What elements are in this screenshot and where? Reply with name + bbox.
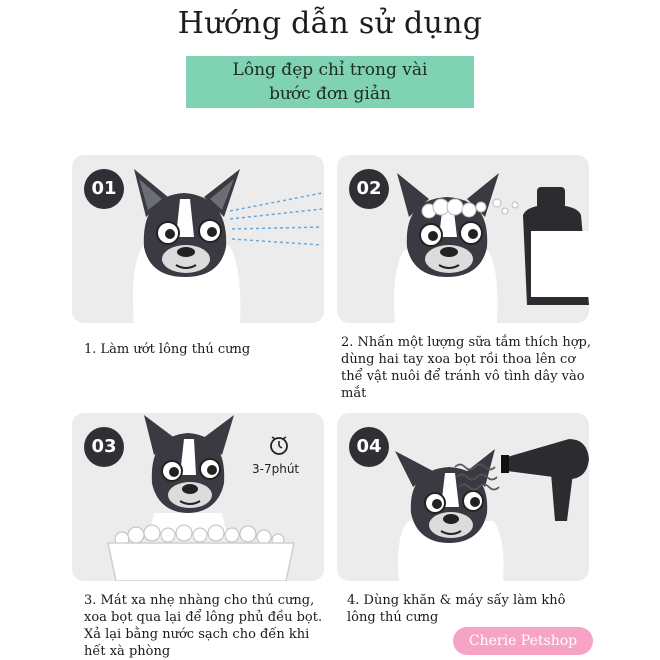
clock-icon: [268, 434, 290, 456]
step-3-caption: 3. Mát xa nhẹ nhàng cho thú cưng, xoa bọt qua lại để lông phủ đều bọt. Xả lại bằng nước sạch cho đến khi hết xà phòng: [84, 593, 323, 659]
timer-label: 3-7phút: [252, 462, 300, 476]
step-1-caption: 1. Làm ướt lông thú cưng: [84, 342, 251, 357]
step-badge: 02: [349, 169, 389, 209]
shampoo-bottle: [523, 187, 589, 305]
page-title: Hướng dẫn sử dụng: [177, 6, 483, 41]
step-4-caption: 4. Dùng khăn & máy sấy làm khô lông thú cưng: [347, 593, 566, 625]
brand-tag: Cherie Petshop: [453, 627, 593, 655]
step-badge: 03: [84, 427, 124, 467]
step-2-caption: 2. Nhấn một lượng sữa tắm thích hợp, dùng hai tay xoa bọt rồi thoa lên cơ thể vật nuôi để tránh vô tình dây vào mắt: [341, 335, 592, 401]
step-4-panel: [337, 413, 589, 581]
step-2-panel: [337, 155, 589, 323]
step-badge: 01: [84, 169, 124, 209]
hair-dryer: [501, 439, 589, 521]
banner-line-2: bước đơn giản: [269, 84, 391, 104]
step-badge: 04: [349, 427, 389, 467]
step-1-panel: [72, 155, 324, 323]
subtitle-banner: [186, 56, 474, 108]
banner-line-1: Lông đẹp chỉ trong vài: [232, 60, 428, 80]
